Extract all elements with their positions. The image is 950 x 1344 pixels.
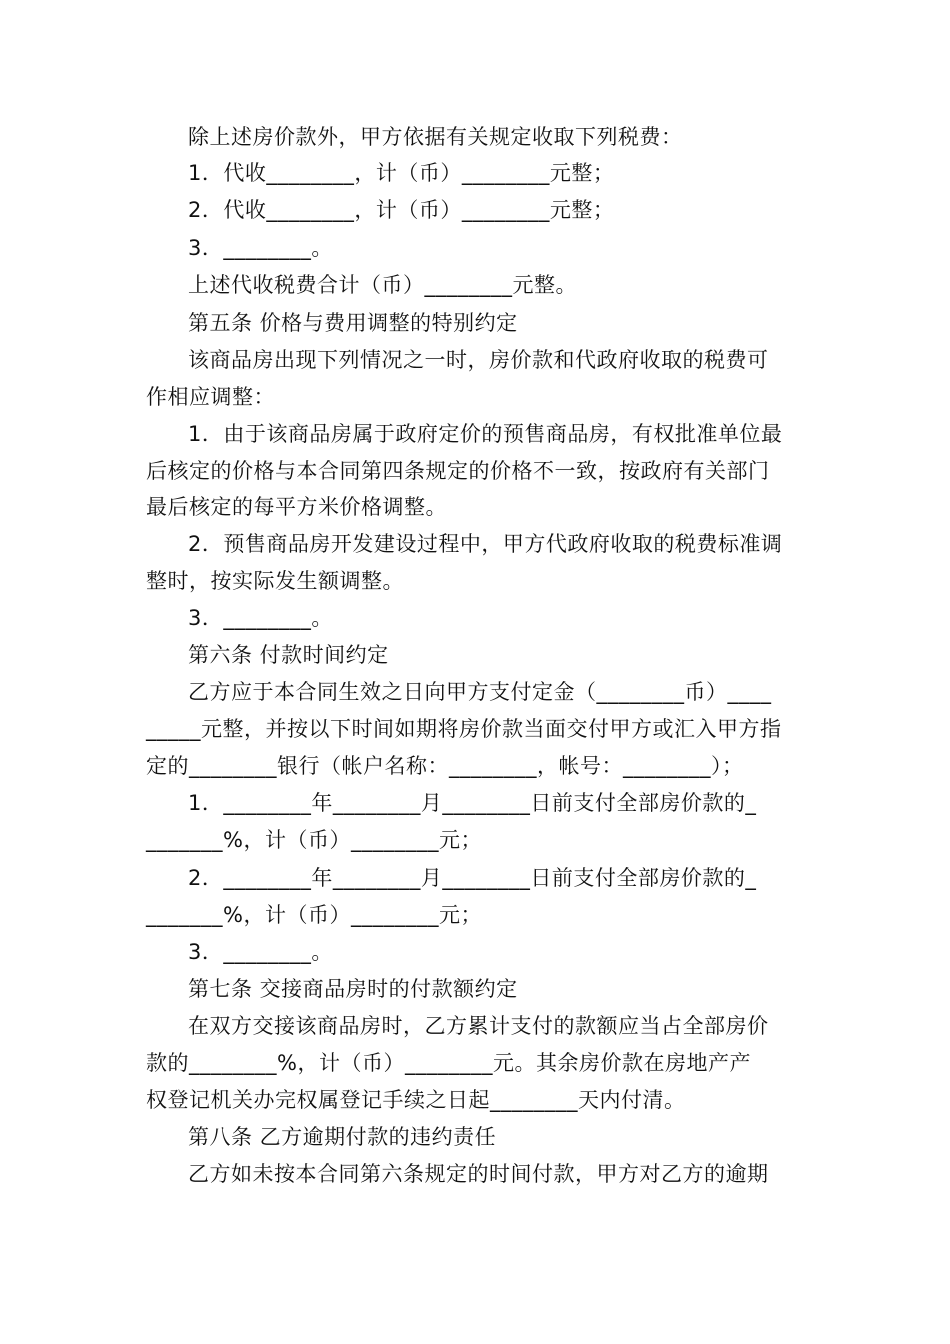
text-line: 整时，按实际发生额调整。 bbox=[146, 569, 404, 593]
text-line: _____元整，并按以下时间如期将房价款当面交付甲方或汇入甲方指 bbox=[146, 717, 782, 741]
text-line: 1．代收________，计（币）________元整； bbox=[188, 161, 615, 185]
text-line: 该商品房出现下列情况之一时，房价款和代政府收取的税费可 bbox=[188, 348, 769, 372]
text-line: 2．代收________，计（币）________元整； bbox=[188, 198, 615, 222]
text-line: 3．________。 bbox=[188, 940, 333, 964]
text-line: 1．________年________月________日前支付全部房价款的_ bbox=[188, 791, 757, 815]
text-line: 最后核定的每平方米价格调整。 bbox=[146, 495, 447, 519]
section-heading: 第七条 交接商品房时的付款额约定 bbox=[188, 977, 518, 1001]
text-line: 作相应调整： bbox=[146, 385, 275, 409]
section-heading: 第六条 付款时间约定 bbox=[188, 643, 389, 667]
text-line: 2．________年________月________日前支付全部房价款的_ bbox=[188, 866, 757, 890]
section-heading: 第五条 价格与费用调整的特别约定 bbox=[188, 311, 518, 335]
text-line: 后核定的价格与本合同第四条规定的价格不一致，按政府有关部门 bbox=[146, 459, 770, 483]
text-line: 3．________。 bbox=[188, 236, 333, 260]
text-line: _______%，计（币）________元； bbox=[146, 828, 482, 852]
text-line: 乙方应于本合同生效之日向甲方支付定金（________币）____ bbox=[188, 680, 772, 704]
text-line: 权登记机关办完权属登记手续之日起________天内付清。 bbox=[146, 1088, 686, 1112]
text-line: 2．预售商品房开发建设过程中，甲方代政府收取的税费标准调 bbox=[188, 532, 783, 556]
text-line: 3．________。 bbox=[188, 606, 333, 630]
section-heading: 第八条 乙方逾期付款的违约责任 bbox=[188, 1125, 497, 1149]
text-line: 1．由于该商品房属于政府定价的预售商品房，有权批准单位最 bbox=[188, 422, 783, 446]
text-line: 上述代收税费合计（币）________元整。 bbox=[188, 273, 577, 297]
text-line: 乙方如未按本合同第六条规定的时间付款，甲方对乙方的逾期 bbox=[188, 1162, 769, 1186]
text-line: 除上述房价款外，甲方依据有关规定收取下列税费： bbox=[188, 125, 683, 149]
text-line: 定的________银行（帐户名称：________，帐号：________）； bbox=[146, 754, 744, 778]
text-line: 在双方交接该商品房时，乙方累计支付的款额应当占全部房价 bbox=[188, 1014, 769, 1038]
text-line: _______%，计（币）________元； bbox=[146, 903, 482, 927]
text-line: 款的________%，计（币）________元。其余房价款在房地产产 bbox=[146, 1051, 751, 1075]
